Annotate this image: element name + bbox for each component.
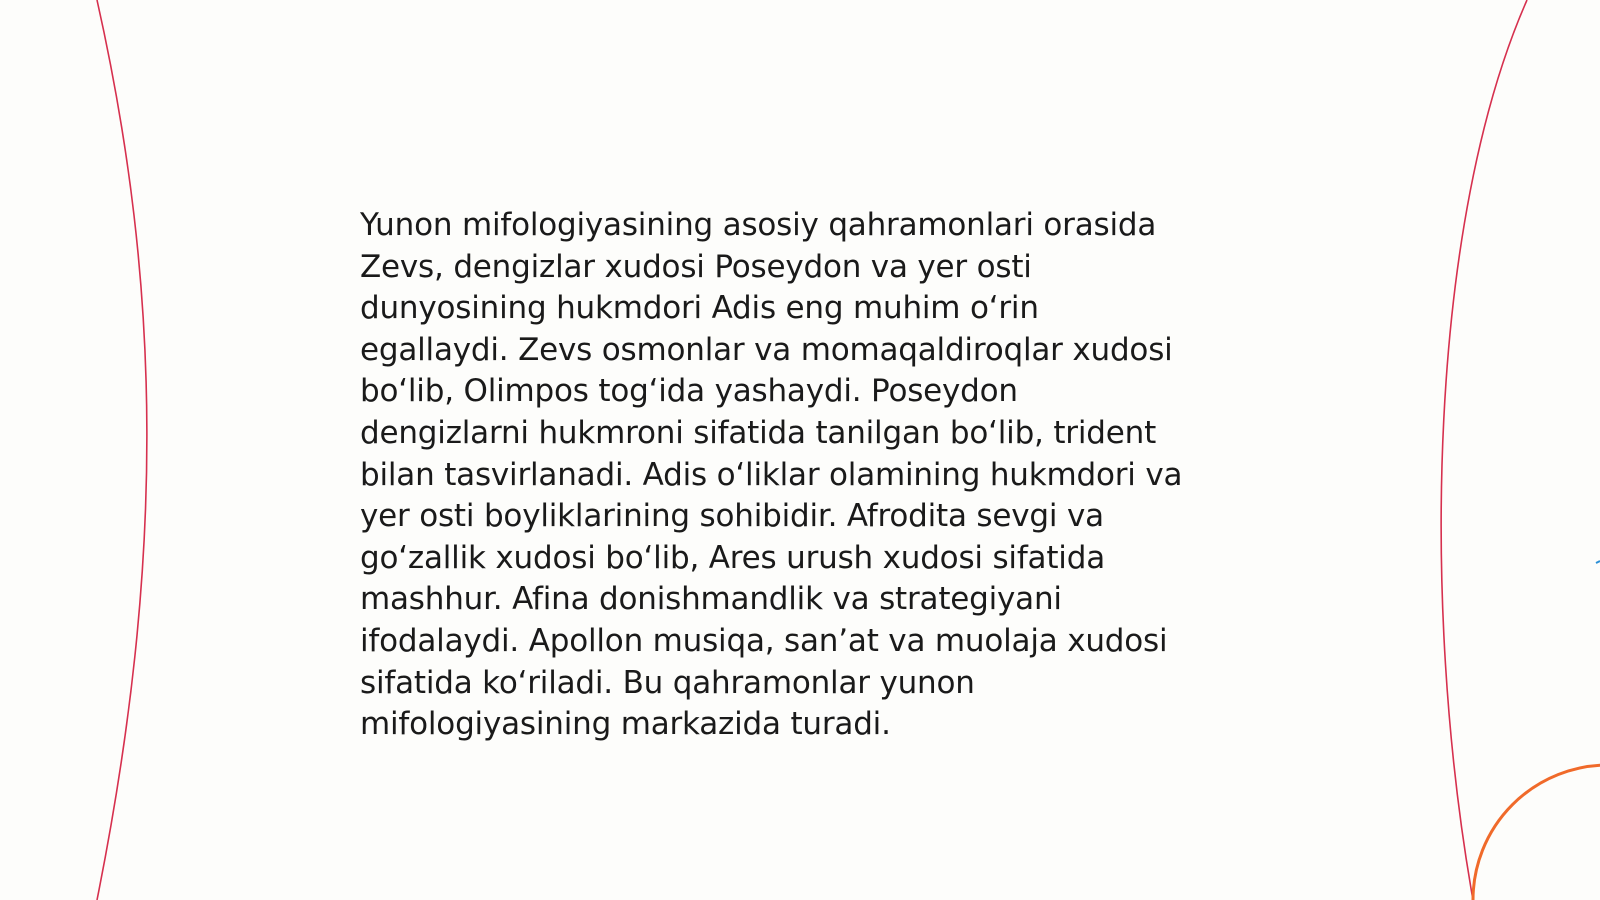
orange-circle [1473, 765, 1600, 900]
body-line: yer osti boyliklarining sohibidir. Afrodita sevgi va [360, 498, 1104, 535]
body-line: go‘zallik xudosi bo‘lib, Ares urush xudosi sifatida [360, 539, 1105, 576]
body-line: dunyosining hukmdori Adis eng muhim o‘rin [360, 290, 1039, 327]
left-curve [97, 0, 147, 900]
body-line: egallaydi. Zevs osmonlar va momaqaldiroqlar xudosi [360, 331, 1173, 368]
body-line: Zevs, dengizlar xudosi Poseydon va yer osti [360, 248, 1032, 285]
body-line: ifodalaydi. Apollon musiqa, san’at va muolaja xudosi [360, 622, 1168, 659]
blue-accent-mark [1596, 561, 1600, 563]
body-line: Yunon mifologiyasining asosiy qahramonlari orasida [360, 207, 1157, 243]
body-line: bo‘lib, Olimpos tog‘ida yashaydi. Poseydon [360, 373, 1018, 410]
body-line: mashhur. Afina donishmandlik va strategiyani [360, 581, 1062, 618]
body-line: mifologiyasining markazida turadi. [360, 706, 891, 743]
body-text [360, 205, 1240, 746]
right-curve [1441, 0, 1527, 900]
body-line: bilan tasvirlanadi. Adis o‘liklar olamining hukmdori va [360, 456, 1183, 493]
body-line: sifatida ko‘riladi. Bu qahramonlar yunon [360, 664, 975, 701]
body-line: dengizlarni hukmroni sifatida tanilgan bo‘lib, trident [360, 414, 1157, 451]
